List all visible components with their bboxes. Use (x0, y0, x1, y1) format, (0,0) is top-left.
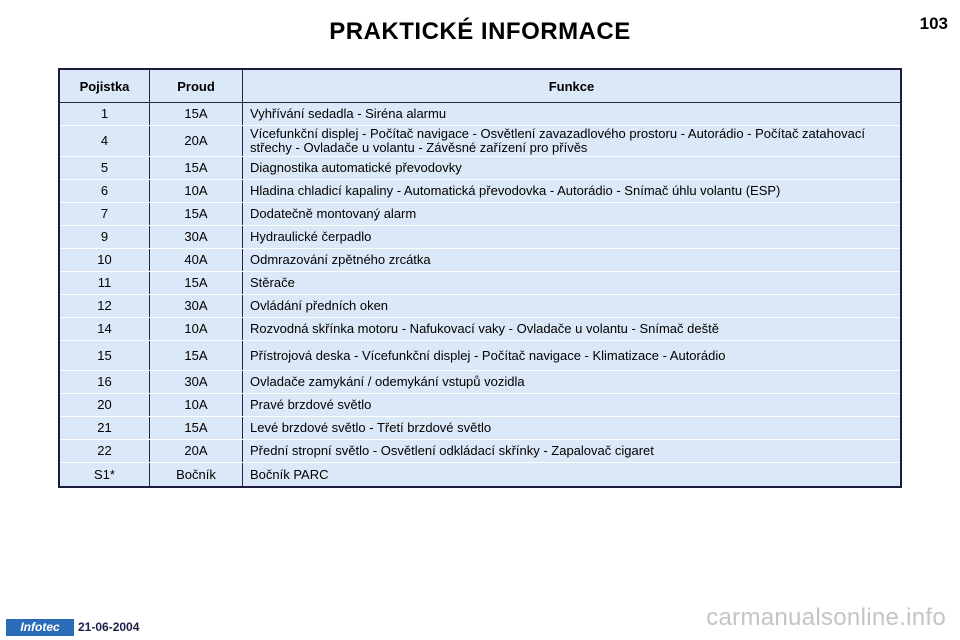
table-row (59, 417, 901, 440)
current-cell: 15A (150, 157, 243, 180)
table-row (59, 318, 901, 341)
function-cell: Hydraulické čerpadlo (243, 226, 902, 249)
fuse-cell: 9 (59, 226, 150, 249)
current-cell: 15A (150, 203, 243, 226)
current-cell: 10A (150, 394, 243, 417)
fuse-cell: 16 (59, 371, 150, 394)
table-row (59, 126, 901, 157)
table-row (59, 341, 901, 371)
function-cell: Ovládání předních oken (243, 295, 902, 318)
table-row (59, 440, 901, 463)
fuse-cell: 7 (59, 203, 150, 226)
function-cell: Vyhřívání sedadla - Siréna alarmu (243, 103, 902, 126)
fuse-cell: 6 (59, 180, 150, 203)
function-cell: Ovladače zamykání / odemykání vstupů vozidla (243, 371, 902, 394)
header-function: Funkce (243, 69, 902, 103)
function-cell: Pravé brzdové světlo (243, 394, 902, 417)
watermark: carmanualsonline.info (706, 604, 946, 631)
fuse-cell: 12 (59, 295, 150, 318)
fuse-cell: 4 (59, 126, 150, 157)
table-header-row (59, 69, 901, 103)
header-current: Proud (150, 69, 243, 103)
function-cell: Dodatečně montovaný alarm (243, 203, 902, 226)
fuse-cell: 10 (59, 249, 150, 272)
fuse-cell: 20 (59, 394, 150, 417)
table-row (59, 103, 901, 126)
table-row (59, 226, 901, 249)
current-cell: 20A (150, 440, 243, 463)
function-cell: Stěrače (243, 272, 902, 295)
fuse-cell: 11 (59, 272, 150, 295)
current-cell: 15A (150, 341, 243, 371)
function-cell: Přední stropní světlo - Osvětlení odkládací skřínky - Zapalovač cigaret (243, 440, 902, 463)
fuse-cell: 14 (59, 318, 150, 341)
function-cell: Bočník PARC (250, 466, 329, 482)
current-cell: 15A (150, 272, 243, 295)
function-cell: Vícefunkční displej - Počítač navigace - Osvětlení zavazadlového prostoru - Autorádio - Počítač zatahovací střechy - Ovladače u volantu - Závěsné zařízení pro přívěs (243, 126, 902, 157)
function-cell: Diagnostika automatické převodovky (243, 157, 902, 180)
table-row (59, 371, 901, 394)
fuse-cell: 21 (59, 417, 150, 440)
function-cell: Levé brzdové světlo - Třetí brzdové světlo (243, 417, 902, 440)
infotec-logo: Infotec (6, 619, 74, 636)
current-cell: 10A (150, 318, 243, 341)
table-row (59, 394, 901, 417)
fuse-cell: S1* (59, 463, 150, 488)
current-cell: 20A (150, 126, 243, 157)
fuse-cell: 15 (59, 341, 150, 371)
table-row (59, 272, 901, 295)
function-cell: Odmrazování zpětného zrcátka (243, 249, 902, 272)
current-cell: 30A (150, 295, 243, 318)
current-cell: 30A (150, 371, 243, 394)
current-cell: 40A (150, 249, 243, 272)
table-row (59, 463, 901, 488)
function-cell: Hladina chladicí kapaliny - Automatická převodovka - Autorádio - Snímač úhlu volantu (ESP) (243, 180, 902, 203)
page-number: 103 (919, 14, 948, 33)
table-row (59, 157, 901, 180)
table-row (59, 180, 901, 203)
function-cell: Přístrojová deska - Vícefunkční displej - Počítač navigace - Klimatizace - Autorádio (243, 341, 902, 371)
current-cell: 30A (150, 226, 243, 249)
current-cell: Bočník (150, 463, 243, 488)
fuse-cell: 5 (59, 157, 150, 180)
table-row (59, 203, 901, 226)
fuse-cell: 1 (59, 103, 150, 126)
current-cell: 10A (150, 180, 243, 203)
fuse-table (58, 68, 902, 488)
fuse-cell: 22 (59, 440, 150, 463)
table-row (59, 249, 901, 272)
current-cell: 15A (150, 103, 243, 126)
function-cell: Rozvodná skřínka motoru - Nafukovací vaky - Ovladače u volantu - Snímač deště (243, 318, 902, 341)
page-title: PRAKTICKÉ INFORMACE (329, 18, 631, 45)
current-cell: 15A (150, 417, 243, 440)
footer-date: 21-06-2004 (78, 620, 140, 634)
table-row (59, 295, 901, 318)
header-fuse: Pojistka (59, 69, 150, 103)
